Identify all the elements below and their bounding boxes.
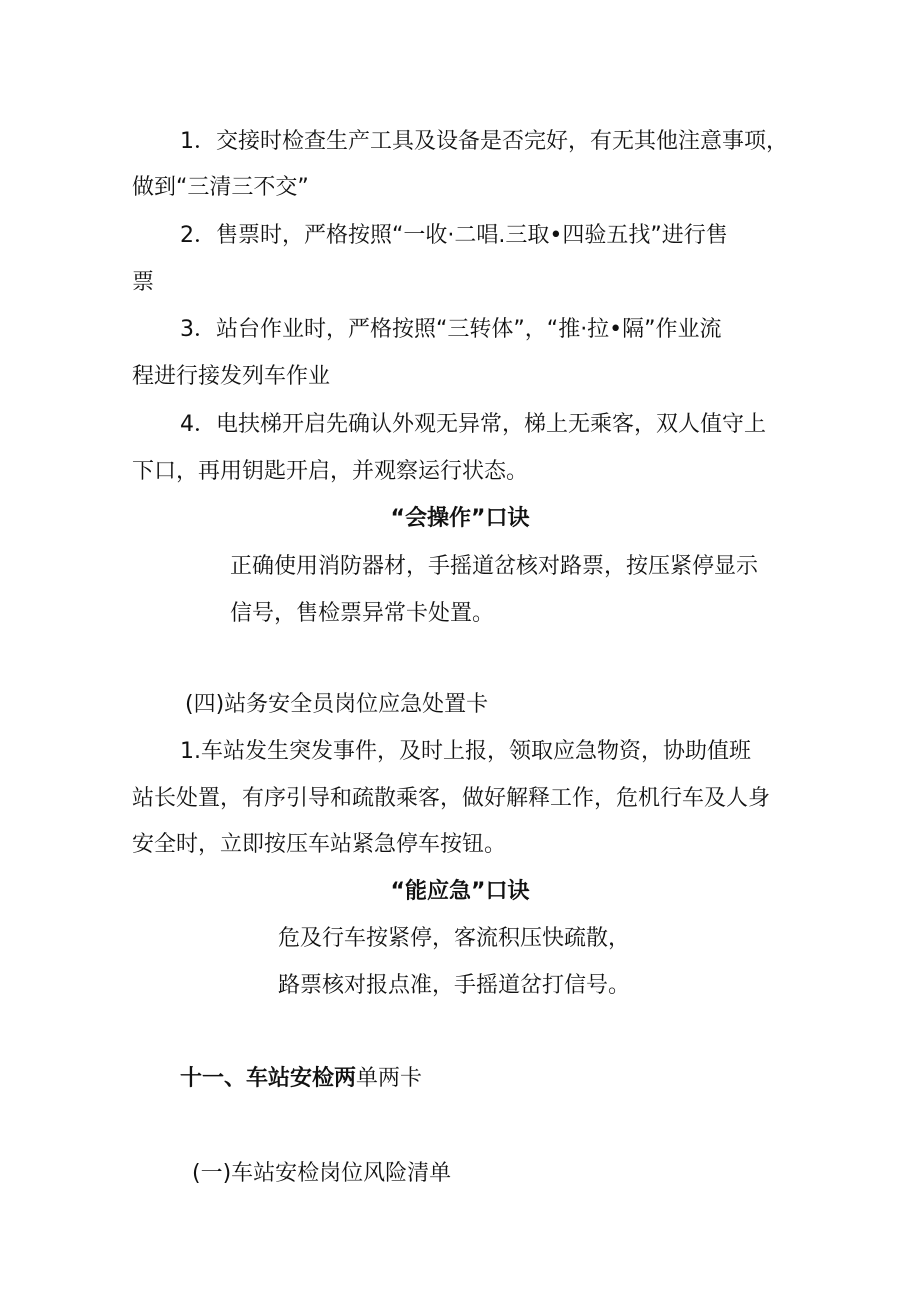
operate-verse-line-2: 信号，售检票异常卡处置。 <box>230 601 495 626</box>
item-2-line-1: 2．售票时，严格按照“一收·二唱.三取•四验五找”进行售 <box>180 223 728 248</box>
item-1-line-1: 1．交接时检查生产工具及设备是否完好，有无其他注意事项， <box>180 129 788 154</box>
item-3-line-1: 3．站台作业时，严格按照“三转体”，“推·拉•隔”作业流 <box>180 317 722 342</box>
emergency-verse-line-2: 路票核对报点准，手摇道岔打信号。 <box>278 973 631 998</box>
emergency-item-1-line-3: 安全时，立即按压车站紧急停车按钮。 <box>132 832 507 857</box>
chapter-11-heading-rest: 单两卡 <box>356 1066 423 1091</box>
item-4-line-1: 4．电扶梯开启先确认外观无异常，梯上无乘客，双人值守上 <box>180 412 766 437</box>
operate-mnemonic-heading: “会操作”口诀 <box>390 506 530 531</box>
emergency-mnemonic-heading: “能应急”口诀 <box>390 879 530 904</box>
operate-verse-line-1: 正确使用消防器材，手摇道岔核对路票，按压紧停显示 <box>230 554 759 579</box>
item-3-line-2: 程进行接发列车作业 <box>132 364 331 389</box>
emergency-item-1-line-2: 站长处置，有序引导和疏散乘客，做好解释工作，危机行车及人身 <box>132 786 771 811</box>
item-2-line-2: 票 <box>132 270 155 295</box>
item-1-line-2: 做到“三清三不交” <box>132 175 309 200</box>
item-4-line-2: 下口，再用钥匙开启，并观察运行状态。 <box>132 459 529 484</box>
emergency-item-1-line-1: 1.车站发生突发事件，及时上报，领取应急物资，协助值班 <box>180 739 751 764</box>
chapter-11-heading-bold: 十一、车站安检两 <box>180 1066 357 1091</box>
chapter-11-heading <box>180 1064 422 1094</box>
section-1-heading: (一)车站安检岗位风险清单 <box>192 1161 452 1186</box>
emergency-verse-line-1: 危及行车按紧停，客流积压快疏散， <box>278 926 631 951</box>
section-4-heading: (四)站务安全员岗位应急处置卡 <box>185 692 489 717</box>
